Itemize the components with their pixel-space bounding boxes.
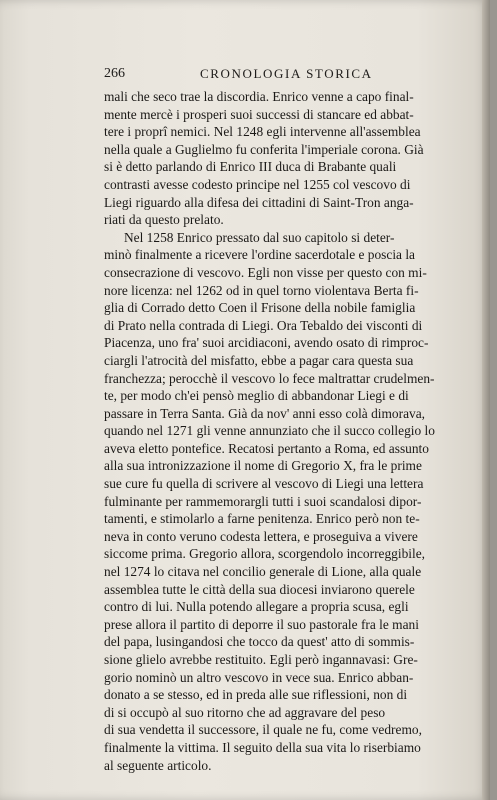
text-line: contro di lui. Nulla potendo allegare a propria scusa, egli — [104, 599, 409, 615]
text-line: di Prato nella contrada di Liegi. Ora Tebaldo dei visconti di — [104, 317, 423, 333]
paragraph-start-line: Nel 1258 Enrico pressato dal suo capitolo si deter- — [124, 229, 395, 245]
text-line: tamenti, e stimolarlo a farne penitenza. Enrico però non te- — [104, 511, 420, 527]
text-line: Liegi riguardo alla difesa dei cittadini di Saint-Tron anga- — [104, 194, 414, 210]
page-number: 266 — [104, 66, 125, 81]
page-header — [104, 66, 476, 86]
text-line: te, per modo ch'ei pensò meglio di abbandonar Liegi e di — [104, 388, 409, 404]
text-line: del papa, lusingandosi che tocco da quest' atto di sommis- — [104, 634, 415, 650]
text-line: nore licenza: nel 1262 od in quel torno violentava Berta fi- — [104, 282, 419, 298]
text-line: passare in Terra Santa. Già da nov' anni esso colà dimorava, — [104, 405, 426, 421]
text-line: fulminante per rammemorargli tutti i suoi scandalosi dipor- — [104, 493, 422, 509]
text-line: contrasti avesse codesto principe nel 1255 col vescovo di — [104, 176, 411, 192]
text-line: di sua vendetta il successore, il quale ne fu, come vedremo, — [104, 722, 422, 738]
text-line: franchezza; perocchè il vescovo lo fece maltrattar crudelmen- — [104, 370, 435, 386]
text-line: mali che seco trae la discordia. Enrico venne a capo final- — [104, 89, 414, 104]
text-line: mente mercè i prosperi suoi successi di stancare ed abbat- — [104, 106, 414, 122]
text-line: assemblea tutte le città della sua diocesi inviarono querele — [104, 581, 415, 597]
text-line: aveva eletto pontefice. Recatosi pertanto a Roma, ed assunto — [104, 440, 429, 456]
text-line: di si occupò al suo ritorno che ad aggravare del peso — [104, 704, 386, 720]
text-line: siccome prima. Gregorio allora, scorgendolo incorreggibile, — [104, 546, 426, 562]
text-line: sue cure fu quella di scrivere al vescovo di Liegi una lettera — [104, 476, 424, 492]
text-line: gorio nominò un altro vescovo in vece sua. Enrico abban- — [104, 669, 414, 685]
text-line: tere i proprî nemici. Nel 1248 egli intervenne all'assemblea — [104, 124, 421, 140]
text-line: minò finalmente a ricevere l'ordine sacerdotale e poscia la — [104, 247, 415, 263]
text-line: prese allora il partito di deporre il suo pastorale fra le mani — [104, 616, 419, 632]
text-line: nel 1274 lo citava nel concilio generale di Lione, alla quale — [104, 564, 422, 580]
text-line: nella quale a Guglielmo fu conferita l'imperiale corona. Già — [104, 141, 424, 157]
text-line: finalmente la vittima. Il seguito della sua vita lo riserbiamo — [104, 739, 421, 755]
text-line: quando nel 1271 gli venne annunziato che il succo collegio lo — [104, 423, 435, 439]
running-title: CRONOLOGIA STORICA — [200, 66, 373, 81]
text-line: sione glielo avrebbe restituito. Egli però ingannavasi: Gre- — [104, 652, 418, 667]
text-line: riati da questo prelato. — [104, 212, 224, 228]
text-line: al seguente articolo. — [104, 757, 212, 773]
text-line: glia di Corrado detto Coen il Frisone della nobile famiglia — [104, 300, 416, 316]
text-line: ciargli l'atrocità del misfatto, ebbe a pagar cara questa sua — [104, 352, 414, 368]
text-line: alla sua intronizzazione il nome di Gregorio X, fra le prime — [104, 458, 422, 474]
text-line: donato a se stesso, ed in preda alle sue riflessioni, non di — [104, 687, 408, 703]
text-line: neva in conto veruno codesta lettera, e proseguiva a vivere — [104, 528, 418, 544]
text-line: si è detto parlando di Enrico III duca di Brabante quali — [104, 159, 397, 175]
text-line: consecrazione di vescovo. Egli non visse per questo con mi- — [104, 264, 427, 280]
body-text — [104, 88, 484, 774]
text-line: Piacenza, uno fra' suoi arcidiaconi, avendo osato di rimproc- — [104, 335, 429, 351]
